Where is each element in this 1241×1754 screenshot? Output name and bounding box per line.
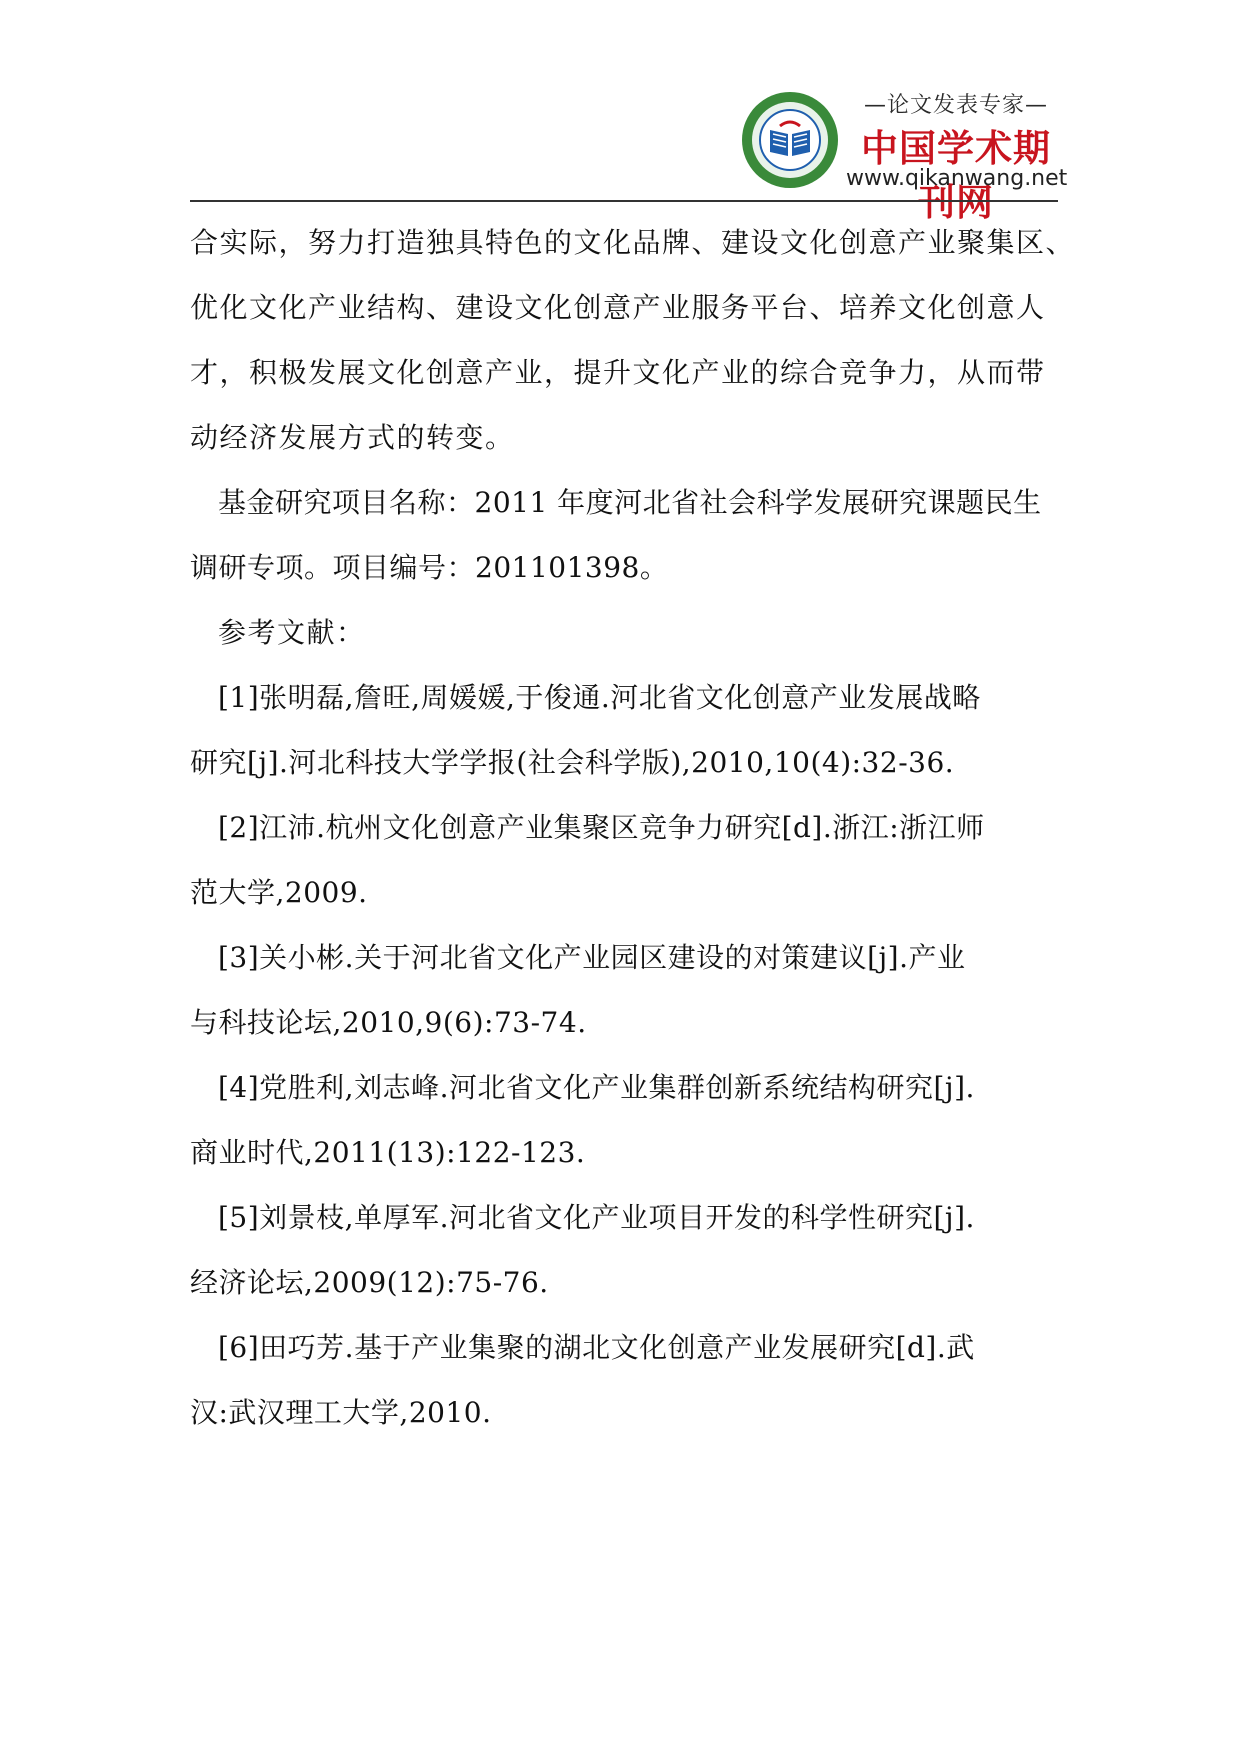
text-line: 商业时代,2011(13):122-123. [190, 1136, 586, 1169]
text-line: 参考文献： [218, 616, 366, 649]
text-line: 才，积极发展文化创意产业，提升文化产业的综合竞争力，从而带 [190, 356, 1046, 389]
text-line: 合实际，努力打造独具特色的文化品牌、建设文化创意产业聚集区、 [190, 226, 1076, 259]
text-line: 研究[j].河北科技大学学报(社会科学版),2010,10(4):32-36. [190, 746, 955, 779]
text-line: 调研专项。项目编号：201101398。 [190, 551, 669, 584]
text-line: 经济论坛,2009(12):75-76. [190, 1266, 549, 1299]
logo-brand-name: 中国学术期刊网 [861, 127, 1051, 224]
seal-book-icon [740, 90, 840, 190]
page-header [0, 0, 1241, 224]
text-line: [5]刘景枝,单厚军.河北省文化产业项目开发的科学性研究[j]. [218, 1201, 975, 1234]
text-line: [2]江沛.杭州文化创意产业集聚区竞争力研究[d].浙江:浙江师 [218, 811, 985, 844]
text-line: 与科技论坛,2010,9(6):73-74. [190, 1006, 587, 1039]
text-line: [1]张明磊,詹旺,周媛媛,于俊通.河北省文化创意产业发展战略 [218, 681, 981, 714]
text-line: [3]关小彬.关于河北省文化产业园区建设的对策建议[j].产业 [218, 941, 966, 974]
text-line: 汉:武汉理工大学,2010. [190, 1396, 492, 1429]
header-divider [190, 200, 1058, 202]
logo-url[interactable]: www.qikanwang.net [846, 166, 1068, 191]
logo-tagline: —论文发表专家— [863, 93, 1048, 118]
text-line: [4]党胜利,刘志峰.河北省文化产业集群创新系统结构研究[j]. [218, 1071, 975, 1104]
document-body [190, 210, 1076, 1445]
text-line: 动经济发展方式的转变。 [190, 421, 515, 454]
text-line: [6]田巧芳.基于产业集聚的湖北文化创意产业发展研究[d].武 [218, 1331, 975, 1364]
text-line: 优化文化产业结构、建设文化创意产业服务平台、培养文化创意人 [190, 291, 1046, 324]
text-line: 范大学,2009. [190, 876, 368, 909]
qikanwang-logo[interactable] [740, 88, 1068, 224]
text-line: 基金研究项目名称：2011 年度河北省社会科学发展研究课题民生 [218, 486, 1042, 519]
